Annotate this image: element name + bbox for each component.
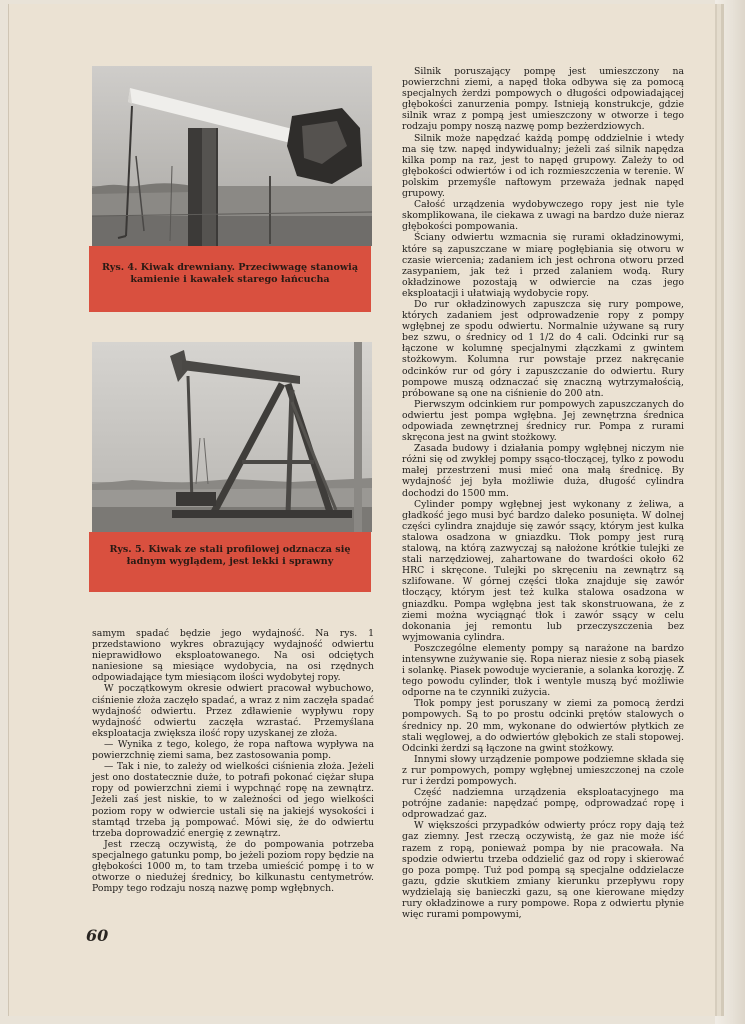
figure-4-photo xyxy=(92,66,372,246)
paragraph: Zasada budowy i działania pompy wgłębnej niczym nie różni się od zwykłej pompy ssąco-tłoczącej, tylko z powodu małej przestrzeni musi mieć ona małą średnicę. By wydajność jej była możliwie duża, długość cylindra dochodzi do 1500 mm. xyxy=(402,443,684,499)
page-number: 60 xyxy=(86,926,109,945)
right-column xyxy=(402,66,684,920)
paragraph: Część nadziemna urządzenia eksploatacyjnego ma potrójne zadanie: napędzać pompę, odprowadzać ropę i odprowadzać gaz. xyxy=(402,787,684,821)
paragraph: — Tak i nie, to zależy od wielkości ciśnienia złoża. Jeżeli jest ono dostatecznie duże, to potrafi pokonać ciężar słupa ropy od powierzchni ziemi i wypchnąć ropę na zewnątrz. Jeżeli zaś jest niskie, to w zależności od jego wielkości poziom ropy w odwiercie ustali się na jakiejś wysokości i stamtąd trzeba ją pompować. Mówi się, że do odwiertu trzeba doprowadzić energię z zewnątrz. xyxy=(92,761,374,839)
paragraph: samym spadać będzie jego wydajność. Na rys. 1 przedstawiono wykres obrazujący wydajność odwiertu nieprawidłowo eksploatowanego. Na osi odciętych naniesione są miesiące wydobycia, na osi rzędnych odpowiadające tym miesiącom ilości wydobytej ropy. xyxy=(92,628,374,684)
figure-5-caption: Rys. 5. Kiwak ze stali profilowej odznacza się ładnym wyglądem, jest lekki i sprawny xyxy=(89,532,371,592)
paragraph: W większości przypadków odwierty prócz ropy dają też gaz ziemny. Jest rzeczą oczywistą, że gaz nie może iść razem z ropą, ponieważ pompa by nie pracowała. Na spodzie odwiertu trzeba oddzielić gaz od ropy i skierować go poza pompę. Tuż pod pompą są specjalne oddzielacze gazu, gdzie skutkiem zmiany kierunku przepływu ropy wydzielają się banieczki gazu, są one kierowane między rury okładzinowe a rury pompowe. Ropa z odwiertu płynie więc rurami pompowymi, xyxy=(402,820,684,921)
paragraph: W początkowym okresie odwiert pracował wybuchowo, ciśnienie złoża zaczęło spadać, a wraz z nim zaczęła spadać wydajność odwiertu. Przez zdławienie wypływu ropy wydajność odwiertu zaczęła wzrastać. Przemyślana eksploatacja zwiększa ilość ropy uzyskanej ze złoża. xyxy=(92,683,374,739)
paragraph: Ściany odwiertu wzmacnia się rurami okładzinowymi, które są zapuszczane w miarę pogłębiania się otworu w czasie wiercenia; zadaniem ich jest ochrona otworu przed zasypaniem, jak też i przed zalaniem wodą. Rury okładzinowe pozostają w odwiercie na czas jego eksploatacji i ułatwiają wydobycie ropy. xyxy=(402,232,684,299)
paragraph: Jest rzeczą oczywistą, że do pompowania potrzeba specjalnego gatunku pomp, bo jeżeli poziom ropy będzie na głębokości 1000 m, to tam trzeba umieścić pompę i to w otworze o niedużej średnicy, bo kilkunastu centymetrów. Pompy tego rodzaju noszą nazwę pomp wgłębnych. xyxy=(92,838,374,895)
paragraph: Silnik poruszający pompę jest umieszczony na powierzchni ziemi, a napęd tłoka odbywa się za pomocą specjalnych żerdzi pompowych o długości odpowiadającej głębokości zanurzenia pompy. Istnieją konstrukcje, gdzie silnik wraz z pompą jest umieszczony w otworze i tego rodzaju pompy noszą nazwę pomp bezżerdziowych. xyxy=(402,66,684,133)
figure-4-caption: Rys. 4. Kiwak drewniany. Przeciwwagę stanowią kamienie i kawałek starego łańcucha xyxy=(89,246,371,312)
paragraph: Do rur okładzinowych zapuszcza się rury pompowe, których zadaniem jest odprowadzenie ropy z pompy wgłębnej ze spodu odwiertu. Normalnie używane są rury bez szwu, o średnicy od 1 1/2 do 4 cali. Odcinki rur są łączone w kolumnę specjalnymi złączkami z gwintem stożkowym. Kolumna rur powstaje przez nakręcanie odcinków rur od góry i zapuszczanie do odwiertu. Rury pompowe muszą odznaczać się znaczną wytrzymałością, próbowane są one na ciśnienie do 200 atn. xyxy=(402,298,684,399)
paragraph: Tłok pompy jest poruszany w ziemi za pomocą żerdzi pompowych. Są to po prostu odcinki prętów stalowych o średnicy np. 20 mm, wykonane do odwiertów płytkich ze stali węglowej, a do odwiertów głębokich ze stali stopowej. Odcinki żerdzi są łączone na gwint stożkowy. xyxy=(402,698,684,754)
paragraph: — Wynika z tego, kolego, że ropa naftowa wypływa na powierzchnię ziemi sama, bez zastosowania pomp. xyxy=(92,738,374,762)
paragraph: Całość urządzenia wydobywczego ropy jest nie tyle skomplikowana, ile ciekawa z uwagi na bardzo duże nieraz głębokości pompowania. xyxy=(402,199,684,233)
book-edge xyxy=(715,0,745,1024)
paragraph: Silnik może napędzać każdą pompę oddzielnie i wtedy ma się tzw. napęd indywidualny; jeżeli zaś silnik napędza kilka pomp na raz, jest to napęd grupowy. Zależy to od głębokości odwiertów i od ich rozmieszczenia w terenie. W polskim przemyśle naftowym przeważa jednak napęd grupowy. xyxy=(402,132,684,200)
paragraph: Pierwszym odcinkiem rur pompowych zapuszczanych do odwiertu jest pompa wgłębna. Jej zewnętrzna średnica odpowiada zewnętrznej średnicy rur. Pompa z rurami skręcona jest na gwint stożkowy. xyxy=(402,398,684,444)
left-column xyxy=(92,628,374,894)
figure-5-photo xyxy=(92,342,372,532)
paragraph: Poszczególne elementy pompy są narażone na bardzo intensywne zużywanie się. Ropa nieraz niesie z sobą piasek i solankę. Piasek powoduje wycieranie, a solanka korozję. Z tego powodu cylinder, tłok i wentyle muszą być możliwie odporne na te czynniki zużycia. xyxy=(402,642,684,699)
paragraph: Cylinder pompy wgłębnej jest wykonany z żeliwa, a gładkość jego musi być bardzo daleko posunięta. W dolnej części cylindra znajduje się zawór ssący, którym jest kulka stalowa osadzona w gniazdku. Tłok pompy jest rurą stalową, na którą zazwyczaj są nałożone krótkie tulejki ze stali narzędziowej, zahartowane do twardości około 62 HRC i skręcone. Tulejki po skręceniu na zewnątrz są szlifowane. W górnej części tłoka znajduje się zawór tłoczący, którym jest też kulka stalowa osadzona w gniazdku. Pompa wgłębna jest tak skonstruowana, że z ziemi można wyciągnąć tłok i zawór ssący w celu dokonania jej remontu lub przeczyszczenia bez wyjmowania cylindra. xyxy=(402,498,684,643)
paragraph: Innymi słowy urządzenie pompowe podziemne składa się z rur pompowych, pompy wgłębnej umieszczonej na czole rur i żerdzi pompowych. xyxy=(402,753,684,787)
